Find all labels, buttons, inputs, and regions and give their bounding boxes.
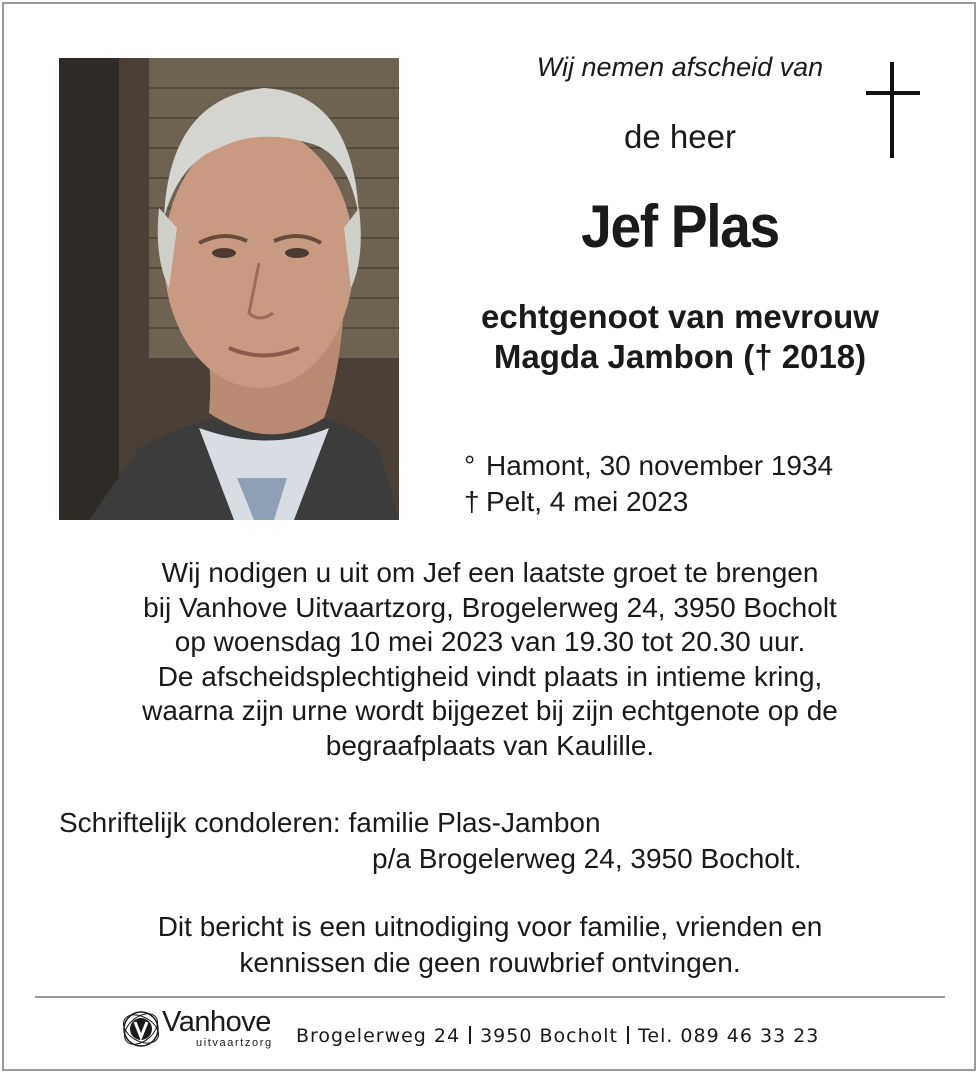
death-mark: † (464, 486, 480, 517)
body-line: Wij nodigen u uit om Jef een laatste groet te brengen (161, 557, 819, 588)
invitation-line: kennissen die geen rouwbrief ontvingen. (239, 947, 741, 978)
death-date: Pelt, 4 mei 2023 (486, 486, 689, 517)
condolence-line-2: p/a Brogelerweg 24, 3950 Bocholt. (372, 843, 802, 874)
portrait-photo (59, 58, 399, 520)
invitation-line: Dit bericht is een uitnodiging voor familie, vrienden en (157, 911, 823, 942)
separator (627, 1026, 629, 1044)
footer-city: 3950 Bocholt (480, 1025, 618, 1047)
condolence-line-1: Schriftelijk condoleren: familie Plas-Jambon (59, 807, 601, 838)
body-line: waarna zijn urne wordt bijgezet bij zijn echtgenote op de (142, 695, 838, 727)
footer-contact (296, 1025, 819, 1047)
footer-street: Brogelerweg 24 (296, 1025, 461, 1047)
footer-phone: Tel. 089 46 33 23 (638, 1025, 820, 1047)
invitation-note (40, 909, 940, 981)
deceased-name: Jef Plas (581, 193, 779, 260)
birth-date-line (464, 448, 833, 484)
footer-divider (35, 996, 945, 998)
intro-text: Wij nemen afscheid van (536, 52, 824, 82)
birth-mark: ° (464, 450, 476, 481)
body-line: op woensdag 10 mei 2023 van 19.30 tot 20.30 uur. (174, 626, 806, 658)
title-prefix: de heer (624, 118, 736, 155)
life-dates (464, 448, 833, 520)
spouse-line-2: Magda Jambon († 2018) (493, 338, 867, 375)
body-line: begraafplaats van Kaulille. (325, 729, 655, 761)
birth-date: Hamont, 30 november 1934 (486, 450, 834, 481)
logo-subtitle: uitvaartzorg (196, 1037, 273, 1049)
visitation-details (40, 556, 940, 764)
spouse-line-1: echtgenoot van mevrouw (481, 298, 879, 335)
logo-name: Vanhove (162, 1006, 271, 1038)
body-line: bij Vanhove Uitvaartzorg, Brogelerweg 24, 3950 Bocholt (143, 591, 837, 623)
vanhove-logo-icon (120, 1008, 162, 1050)
spouse-info (430, 297, 930, 377)
death-date-line (464, 484, 833, 520)
body-line: De afscheidsplechtigheid vindt plaats in intieme kring, (157, 660, 823, 692)
separator (469, 1026, 471, 1044)
